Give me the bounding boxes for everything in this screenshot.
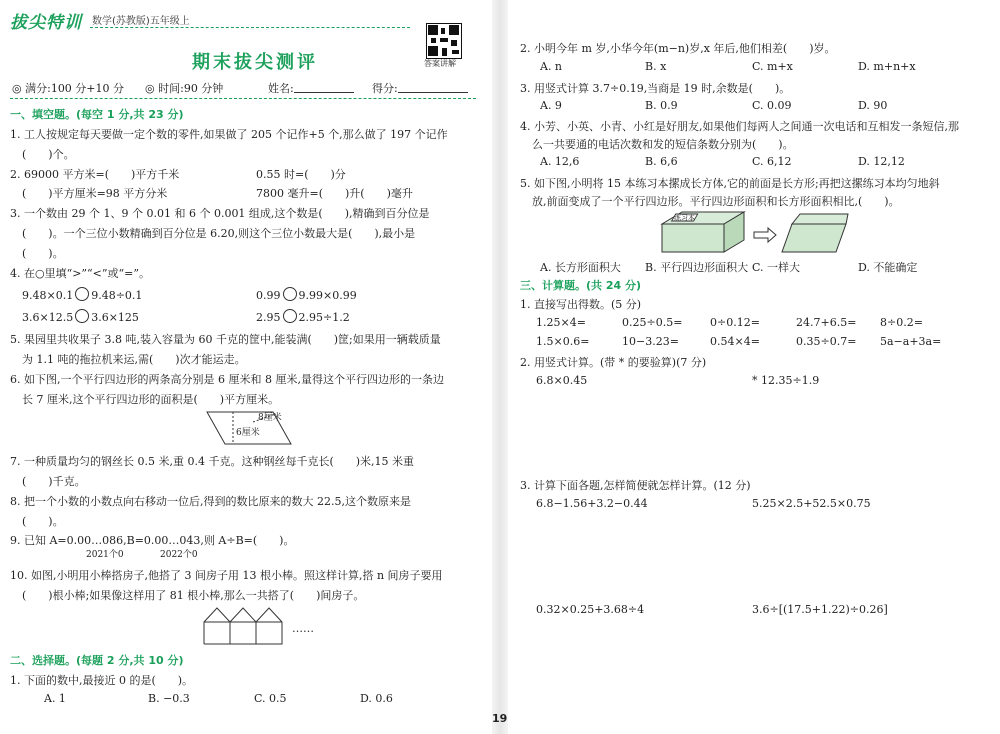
- simplify-item: 3.6÷[(17.5+1.22)÷0.26]: [752, 603, 888, 616]
- s3-q2: 2. 用竖式计算。(带 * 的要验算)(7 分): [520, 356, 707, 369]
- page-number: 19: [492, 712, 508, 725]
- compare-circle[interactable]: [75, 287, 89, 301]
- q4-b1: 3.6×12.5 3.6×125: [22, 311, 139, 324]
- houses-figure: [200, 606, 290, 646]
- s2-q5-opt-b[interactable]: B. 平行四边形面积大: [645, 261, 749, 274]
- calc-item: 8÷0.2=: [880, 316, 923, 329]
- simplify-item: 5.25×2.5+52.5×0.75: [752, 497, 871, 510]
- section1-heading: 一、填空题。(每空 1 分,共 23 分): [10, 108, 184, 121]
- q2-b2: 7800 毫升=( )升( )毫升: [256, 187, 413, 200]
- s2-q5-line1: 5. 如下图,小明将 15 本练习本摞成长方体,它的前面是长方形;再把这摞练习本均匀地斜: [520, 177, 940, 190]
- s2-q2-opt-d[interactable]: D. m+n+x: [858, 60, 916, 73]
- calc-item: 0.54×4=: [710, 335, 760, 348]
- s2-q5-line2: 放,前面变成了一个平行四边形。平行四边形面积和长方形面积相比,( )。: [532, 195, 900, 208]
- calc-item: 10−3.23=: [622, 335, 679, 348]
- q9: 9. 已知 A=0.00…086,B=0.00…043,则 A÷B=( )。: [10, 534, 295, 547]
- compare-circle[interactable]: [283, 287, 297, 301]
- s2-q5-opt-c[interactable]: C. 一样大: [752, 261, 801, 274]
- q5-line1: 5. 果园里共收果子 3.8 吨,装入容量为 60 千克的筐中,能装满( )筐;如果用一辆载质量: [10, 333, 441, 346]
- q8-line2: ( )。: [22, 515, 64, 528]
- q9-brace-a: 2021个0: [86, 550, 124, 560]
- time-limit: ◎ 时间:90 分钟: [145, 82, 224, 95]
- calc-item: 0.35÷0.7=: [796, 335, 857, 348]
- q1-line1: 1. 工人按规定每天要做一定个数的零件,如果做了 205 个记作+5 个,那么做了 197 个记作: [10, 128, 448, 141]
- simplify-item: 0.32×0.25+3.68÷4: [536, 603, 645, 616]
- q2-a1: 2. 69000 平方米=( )平方千米: [10, 168, 180, 181]
- calc-item: 5a−a+3a=: [880, 335, 942, 348]
- q6-line1: 6. 如下图,一个平行四边形的两条高分别是 6 厘米和 8 厘米,量得这个平行四边形的一条边: [10, 373, 444, 386]
- fig6-height6: 6厘米: [236, 428, 260, 438]
- q4-a2: 0.99 9.99×0.99: [256, 289, 357, 302]
- s2-q1-opt-a[interactable]: A. 1: [44, 692, 66, 705]
- page-gutter: [492, 0, 508, 734]
- s2-q4-line1: 4. 小芳、小英、小青、小红是好朋友,如果他们每两人之间通一次电话和互相发一条短信,那: [520, 120, 959, 133]
- q5-line2: 为 1.1 吨的拖拉机来运,需( )次才能运走。: [22, 353, 246, 366]
- s2-q5-opt-a[interactable]: A. 长方形面积大: [540, 261, 621, 274]
- simplify-item: 6.8−1.56+3.2−0.44: [536, 497, 648, 510]
- s2-q4-opt-d[interactable]: D. 12,12: [858, 155, 905, 168]
- q7-line2: ( )千克。: [22, 475, 86, 488]
- q9-brace-b: 2022个0: [160, 550, 198, 560]
- s2-q4-line2: 么一共要通的电话次数和发的短信条数分别为( )。: [532, 138, 794, 151]
- q2-a2: 0.55 时=( )分: [256, 168, 346, 181]
- q3-line2: ( )。一个三位小数精确到百分位是 6.20,则这个三位小数最大是( ),最小是: [22, 227, 416, 240]
- vertical-calc-item: * 12.35÷1.9: [752, 374, 820, 387]
- score-field[interactable]: 得分:: [372, 80, 468, 96]
- divider: [10, 98, 476, 99]
- s2-q1: 1. 下面的数中,最接近 0 的是( )。: [10, 674, 194, 687]
- q4-stem: 4. 在○里填“>”“<”或“=”。: [10, 267, 150, 280]
- q3-line3: ( )。: [22, 247, 64, 260]
- compare-circle[interactable]: [283, 309, 297, 323]
- s2-q1-opt-c[interactable]: C. 0.5: [254, 692, 287, 705]
- q2-b1: ( )平方厘米=98 平方分米: [22, 187, 168, 200]
- calc-item: 0÷0.12=: [710, 316, 760, 329]
- calc-item: 0.25÷0.5=: [622, 316, 683, 329]
- s2-q2-opt-a[interactable]: A. n: [540, 60, 563, 73]
- s2-q3-opt-a[interactable]: A. 9: [540, 99, 562, 112]
- fig5-label: 练习本: [674, 214, 695, 222]
- q1-line2: ( )个。: [22, 148, 75, 161]
- s2-q4-opt-a[interactable]: A. 12,6: [540, 155, 580, 168]
- section3-heading: 三、计算题。(共 24 分): [520, 279, 642, 292]
- q10-line2: ( )根小棒;如果像这样用了 81 根小棒,那么一共搭了( )间房子。: [22, 589, 365, 602]
- calc-item: 24.7+6.5=: [796, 316, 857, 329]
- q4-a1: 9.48×0.1 9.48÷0.1: [22, 289, 143, 302]
- page-title: 期末拔尖测评: [192, 52, 318, 73]
- s3-q3: 3. 计算下面各题,怎样简便就怎样计算。(12 分): [520, 479, 751, 492]
- q8-line1: 8. 把一个小数的小数点向右移动一位后,得到的数比原来的数大 22.5,这个数原来是: [10, 495, 411, 508]
- section2-heading: 二、选择题。(每题 2 分,共 10 分): [10, 654, 184, 667]
- name-field[interactable]: 姓名:: [268, 80, 354, 96]
- q4-b2: 2.95 2.95÷1.2: [256, 311, 350, 324]
- brand-logo: 拔尖特训: [10, 13, 82, 33]
- s2-q3-opt-d[interactable]: D. 90: [858, 99, 888, 112]
- q7-line1: 7. 一种质量均匀的钢丝长 0.5 米,重 0.4 千克。这种钢丝每千克长( )米,15 米重: [10, 455, 415, 468]
- qr-code[interactable]: [426, 23, 462, 59]
- s2-q3-opt-c[interactable]: C. 0.09: [752, 99, 792, 112]
- q3-line1: 3. 一个数由 29 个 1、9 个 0.01 和 6 个 0.001 组成,这个数是( ),精确到百分位是: [10, 207, 430, 220]
- s2-q3-opt-b[interactable]: B. 0.9: [645, 99, 678, 112]
- full-marks: ◎ 满分:100 分+10 分: [12, 82, 125, 95]
- calc-item: 1.5×0.6=: [536, 335, 590, 348]
- vertical-calc-item: 6.8×0.45: [536, 374, 588, 387]
- book-subject: 数学(苏教版)五年级上: [92, 16, 190, 27]
- calc-item: 1.25×4=: [536, 316, 586, 329]
- q10-line1: 10. 如图,小明用小棒搭房子,他搭了 3 间房子用 13 根小棒。照这样计算,搭 n 间房子要用: [10, 569, 443, 582]
- compare-circle[interactable]: [75, 309, 89, 323]
- s2-q1-opt-b[interactable]: B. −0.3: [148, 692, 190, 705]
- s2-q4-opt-c[interactable]: C. 6,12: [752, 155, 792, 168]
- qr-caption: 答案讲解: [424, 59, 456, 68]
- s2-q2-opt-c[interactable]: C. m+x: [752, 60, 793, 73]
- s2-q5-opt-d[interactable]: D. 不能确定: [858, 261, 918, 274]
- q10-dots: ……: [292, 622, 314, 635]
- s2-q2-opt-b[interactable]: B. x: [645, 60, 667, 73]
- s2-q2: 2. 小明今年 m 岁,小华今年(m−n)岁,x 年后,他们相差( )岁。: [520, 42, 836, 55]
- s3-q1: 1. 直接写出得数。(5 分): [520, 298, 642, 311]
- q6-line2: 长 7 厘米,这个平行四边形的面积是( )平方厘米。: [22, 393, 280, 406]
- s2-q3: 3. 用竖式计算 3.7÷0.19,当商是 19 时,余数是( )。: [520, 82, 791, 95]
- s2-q1-opt-d[interactable]: D. 0.6: [360, 692, 393, 705]
- header-rule: [90, 27, 410, 28]
- fig6-height8: 8厘米: [258, 413, 282, 423]
- s2-q4-opt-b[interactable]: B. 6,6: [645, 155, 678, 168]
